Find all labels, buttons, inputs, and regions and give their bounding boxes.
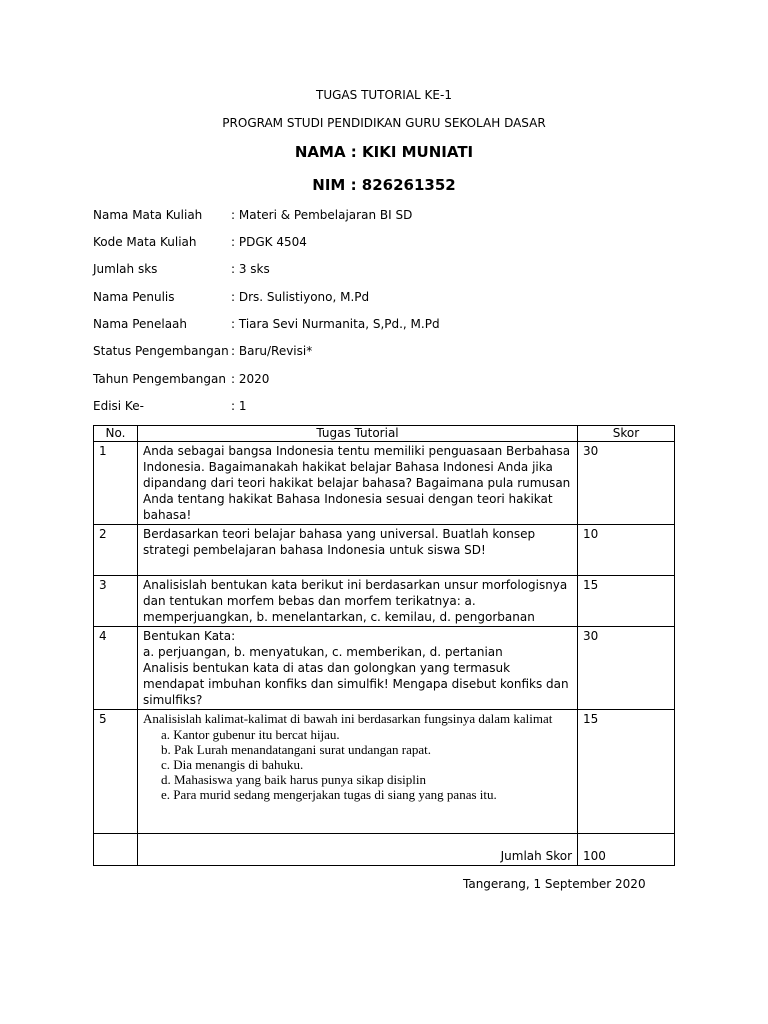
row-number: 4 xyxy=(94,627,138,710)
tasks-table xyxy=(93,425,675,866)
info-value: : PDGK 4504 xyxy=(231,235,307,249)
task-text: Anda sebagai bangsa Indonesia tentu memiliki penguasaan Berbahasa Indonesia. Bagaimanakah hakikat belajar Bahasa Indonesi Anda jika dipandang dari teori hakikat belajar bahasa? Bagaimana pula rumusan Anda tentang hakikat Bahasa Indonesia sesuai dengan teori hakikat bahasa! xyxy=(138,442,578,525)
column-header-score: Skor xyxy=(578,426,675,442)
row-score: 15 xyxy=(578,576,675,627)
task-text: Berdasarkan teori belajar bahasa yang universal. Buatlah konsep strategi pembelajaran bahasa Indonesia untuk siswa SD! xyxy=(138,525,578,576)
info-label: Edisi Ke- xyxy=(93,399,144,413)
table-header-row xyxy=(94,426,675,442)
table-row xyxy=(94,710,675,834)
table-row xyxy=(94,576,675,627)
table-row xyxy=(94,627,675,710)
column-header-no: No. xyxy=(94,426,138,442)
info-value: : Drs. Sulistiyono, M.Pd xyxy=(231,290,370,304)
info-label: Nama Penelaah xyxy=(93,317,188,331)
task-word-list: a. perjuangan, b. menyatukan, c. memberikan, d. pertanian xyxy=(143,645,503,659)
info-label: Tahun Pengembangan xyxy=(93,372,226,386)
info-label: Status Pengembangan xyxy=(93,344,229,358)
task-text xyxy=(138,710,578,834)
total-score: 100 xyxy=(578,834,675,866)
empty-cell xyxy=(94,834,138,866)
info-value: : 2020 xyxy=(231,372,270,386)
student-name: NAMA : KIKI MUNIATI xyxy=(294,143,474,161)
info-label: Kode Mata Kuliah xyxy=(93,235,197,249)
task-intro: Analisislah kalimat-kalimat di bawah ini berdasarkan fungsinya dalam kalimat xyxy=(143,711,553,726)
row-number: 3 xyxy=(94,576,138,627)
table-total-row xyxy=(94,834,675,866)
list-item: d. Mahasiswa yang baik harus punya sikap disiplin xyxy=(161,772,427,787)
info-label: Nama Penulis xyxy=(93,290,175,304)
column-header-task: Tugas Tutorial xyxy=(138,426,578,442)
info-value: : Baru/Revisi* xyxy=(231,344,313,358)
signature-date: Tangerang, 1 September 2020 xyxy=(463,877,646,891)
row-number: 1 xyxy=(94,442,138,525)
info-label: Nama Mata Kuliah xyxy=(93,208,203,222)
list-item: e. Para murid sedang mengerjakan tugas di siang yang panas itu. xyxy=(161,787,497,802)
sentence-list xyxy=(143,727,572,802)
total-label: Jumlah Skor xyxy=(138,834,578,866)
assignment-title: TUGAS TUTORIAL KE-1 xyxy=(316,88,452,102)
program-title: PROGRAM STUDI PENDIDIKAN GURU SEKOLAH DASAR xyxy=(222,116,546,130)
task-text: Analisislah bentukan kata berikut ini berdasarkan unsur morfologisnya dan tentukan morfem bebas dan morfem terikatnya: a. memperjuangkan, b. menelantarkan, c. kemilau, d. pengorbanan xyxy=(138,576,578,627)
list-item: c. Dia menangis di bahuku. xyxy=(161,757,304,772)
info-label: Jumlah sks xyxy=(93,262,158,276)
list-item: a. Kantor gubenur itu bercat hijau. xyxy=(161,727,340,742)
row-number: 5 xyxy=(94,710,138,834)
row-score: 30 xyxy=(578,627,675,710)
task-question: Analisis bentukan kata di atas dan golongkan yang termasuk mendapat imbuhan konfiks dan simulfik! Mengapa disebut konfiks dan simulfiks? xyxy=(143,661,569,707)
row-score: 30 xyxy=(578,442,675,525)
info-value: : 1 xyxy=(231,399,247,413)
info-value: : Tiara Sevi Nurmanita, S,Pd., M.Pd xyxy=(231,317,440,331)
row-score: 15 xyxy=(578,710,675,834)
table-row xyxy=(94,442,675,525)
row-score: 10 xyxy=(578,525,675,576)
info-value: : Materi & Pembelajaran BI SD xyxy=(231,208,413,222)
list-item: b. Pak Lurah menandatangani surat undangan rapat. xyxy=(161,742,432,757)
task-heading: Bentukan Kata: xyxy=(143,629,236,643)
task-text xyxy=(138,627,578,710)
row-number: 2 xyxy=(94,525,138,576)
info-value: : 3 sks xyxy=(231,262,270,276)
student-nim: NIM : 826261352 xyxy=(312,176,456,194)
table-row xyxy=(94,525,675,576)
